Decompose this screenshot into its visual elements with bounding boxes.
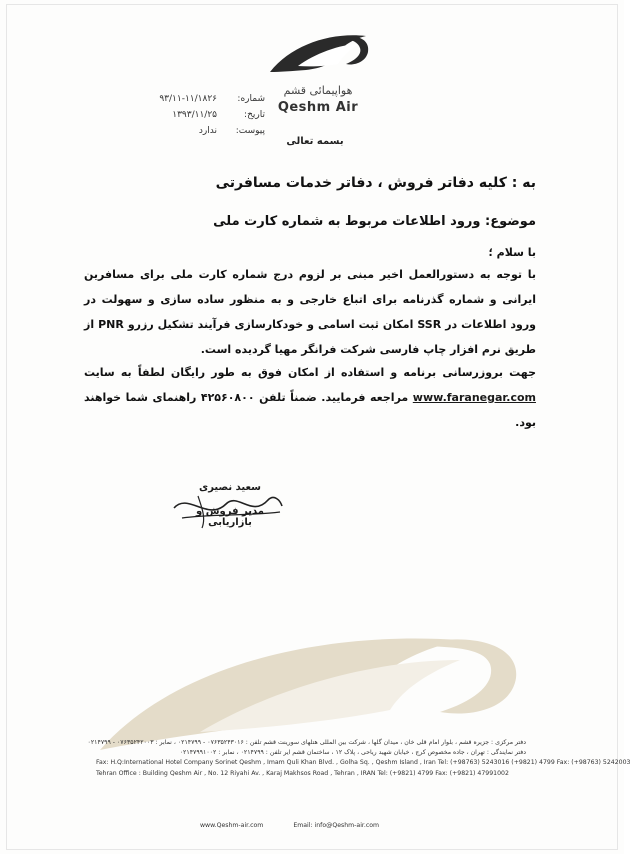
logo-swoosh-outer (270, 35, 366, 72)
date-label: تاریخ: (244, 110, 265, 120)
number-value: ۹۳/۱۱-۱۱/۱۸۲۶ (159, 94, 217, 104)
logo-text-en: Qeshm Air (277, 100, 359, 115)
website-link[interactable]: www.faranegar.com (412, 391, 536, 404)
footer-line-2: دفتر نمایندگی : تهران ، جاده مخصوص کرج ، خیابان شهید ریاحی ، پلاک ۱۲ ، ساختمان قشم ایر تلفن : ۰۲۱۴۷۹۹ ، نمابر : ۰۲۱۴۷۹۹۱۰۰۲ (179, 749, 526, 757)
basmala: بسمه تعالی (286, 136, 344, 147)
footer-email[interactable]: Email: info@Qeshm-air.com (293, 822, 380, 829)
logo-text-fa: هواپیمائی قشم (283, 84, 353, 97)
paragraph2-part-b: مراجعه فرمایید. ضمناً تلفن ۴۲۵۶۰۸۰۰ راهنمای شما خواهند بود. (84, 391, 536, 429)
attachment-label: پیوست: (235, 126, 265, 136)
signatory-name: سعید نصیری (199, 482, 261, 493)
footer-website[interactable]: www.Qeshm-air.com (200, 822, 264, 829)
signatory-title: مدیر فروش و بازاریابی (196, 506, 264, 528)
body-paragraph-2 (84, 360, 536, 435)
letter-attachment (140, 126, 265, 142)
footer-line-1: دفتر مرکزی : جزیره قشم ، بلوار امام قلی خان ، میدان گلها ، شرکت بین المللی هتلهای سورینت قشم تلفن : ۰۷۶۳۵۲۴۳۰۱۶ - ۰۲۱۴۷۹۹ ، نمابر : ۰۷۶۳۵۲۴۲۰۰۳ - ۰۲۱۴۷۹۹ (87, 739, 526, 746)
greeting: با سلام ؛ (488, 246, 536, 259)
footer-line-3: Fax: H.Q:International Hotel Company Sorinet Qeshm , Imam Quli Khan Blvd. , Golha Sq. , Qeshm Island , Iran Tel: (+98763) 5243016 (+9821) 4799 Fax: (+98763) 5242003 (96, 759, 630, 767)
footer-contacts (200, 822, 430, 829)
attachment-value: ندارد (198, 126, 217, 136)
subject-line: موضوع: ورود اطلاعات مربوط به شماره کارت ملی (213, 214, 536, 229)
paragraph2-part-a: جهت بروزرسانی برنامه و استفاده از امکان فوق به طور رایگان لطفاً به سایت (84, 366, 536, 379)
footer-line-4: Tehran Office : Building Qeshm Air , No. 12 Riyahi Av. , Karaj Makhsos Road , Tehran , IRAN Tel: (+9821) 4799 Fax: (+9821) 47991002 (96, 769, 509, 777)
letter-number (140, 94, 265, 110)
number-label: شماره: (237, 94, 265, 104)
footer-address (87, 738, 630, 779)
body-paragraph-1: با توجه به دستورالعمل اخیر مبنی بر لزوم درج شماره کارت ملی برای مسافرین ایرانی و شماره گذرنامه برای اتباع خارجی و به منظور ساده سازی و سهولت در ورود اطلاعات در SSR امکان ثبت اسامی و خودکارسازی فرآیند تشکیل رزرو PNR از طریق نرم افزار چاپ فارسی شرکت فرانگر مهیا گردیده است. (84, 268, 536, 356)
recipient-line: به : کلیه دفاتر فروش ، دفاتر خدمات مسافرتی (215, 175, 536, 191)
letter-date (140, 110, 265, 126)
watermark-logo (80, 560, 600, 760)
date-value: ۱۳۹۳/۱۱/۲۵ (172, 110, 217, 120)
